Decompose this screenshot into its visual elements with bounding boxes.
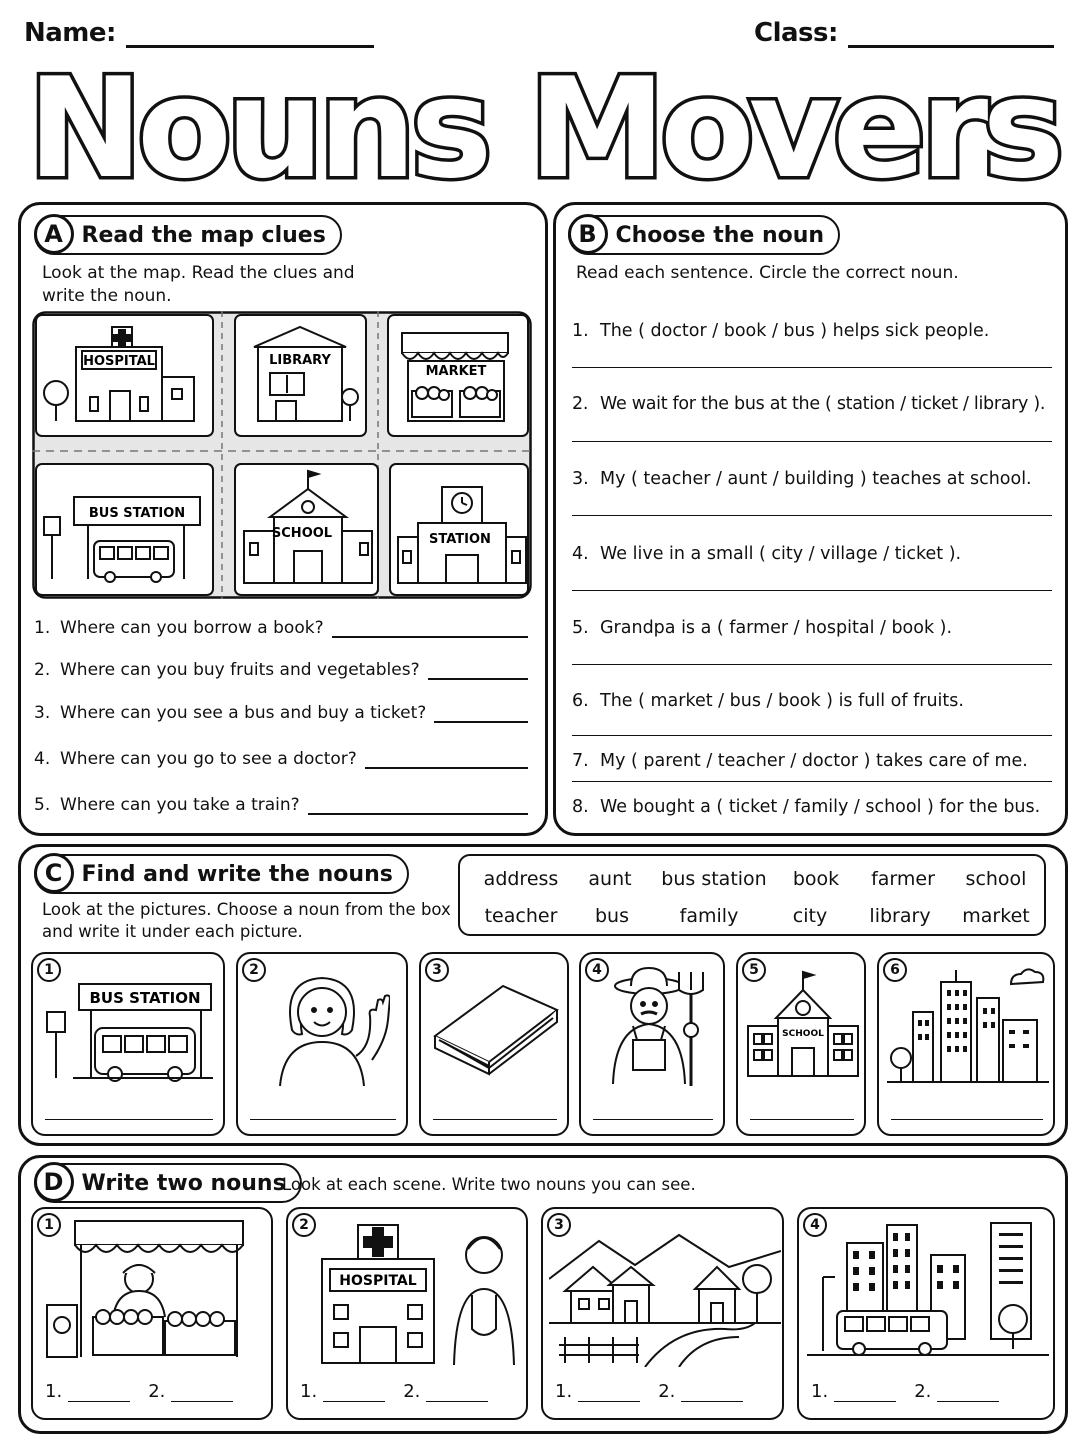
section-a-letter: A [34,214,74,254]
word-box-word: market [962,905,1030,927]
section-d-instructions: Look at each scene. Write two nouns you can see. [282,1175,696,1194]
name-input-line[interactable] [126,20,374,48]
class-field[interactable] [754,18,1054,48]
d-answers-3: 1. 2. [555,1381,743,1402]
section-a-instructions: Look at the map. Read the clues and write the noun. [42,263,355,306]
hospital-doctor-icon [294,1219,524,1367]
section-b-panel [553,202,1068,836]
c-picture-card-4: 4 [579,952,725,1136]
name-label: Name: [24,18,116,48]
b-question-7[interactable]: 7. My ( parent / teacher / doctor ) takes care of me. [572,751,1028,771]
d-scene-card-1: 1 1. 2. [31,1207,273,1420]
b-question-4[interactable]: 4. We live in a small ( city / village / ticket ). [572,544,962,564]
section-d-title: Write two nouns [81,1170,286,1196]
answer-line[interactable] [434,705,528,723]
section-a-title: Read the map clues [81,222,326,248]
word-box-word: address [483,868,559,890]
city-icon [887,964,1049,1084]
a-question-5: 5. Where can you take a train? [34,795,528,815]
map-label-bus-station: BUS STATION [88,506,186,521]
c-picture-card-1: 1 BUS STATION [31,952,225,1136]
picture-label-school: SCHOOL [782,1029,824,1039]
b-question-6[interactable]: 6. The ( market / bus / book ) is full of fruits. [572,691,964,711]
d-scene-card-2: 2 HOSPITAL 1. 2. [286,1207,528,1420]
d-scene-card-4: 4 1. 2. [797,1207,1055,1420]
picture-label-bus-station: BUS STATION [89,989,201,1007]
b-question-1[interactable]: 1. The ( doctor / book / bus ) helps sick people. [572,321,990,341]
answer-line[interactable] [572,515,1052,516]
answer-line[interactable] [433,1119,557,1120]
class-label: Class: [754,18,838,48]
word-box-word: school [965,868,1027,890]
answer-line[interactable] [572,781,1052,782]
c-picture-card-2: 2 [236,952,408,1136]
worksheet-title [0,48,1086,198]
c-picture-card-6: 6 [877,952,1055,1136]
a-question-4: 4. Where can you go to see a doctor? [34,749,528,769]
answer-line[interactable] [593,1119,713,1120]
name-field[interactable] [24,18,374,48]
section-b-letter: B [568,214,608,254]
answer-line[interactable] [45,1119,213,1120]
answer-line[interactable] [250,1119,396,1120]
section-b-header [568,215,840,255]
book-icon [429,980,563,1080]
answer-line[interactable] [750,1119,854,1120]
woman-waving-icon [258,968,390,1086]
scene-label-hospital: HOSPITAL [339,1273,417,1289]
map-label-library: LIBRARY [269,353,331,368]
school-icon [744,968,862,1080]
word-box-word: bus station [661,868,767,890]
answer-line[interactable] [68,1386,130,1402]
word-box-word: family [679,905,739,927]
farmer-icon [595,966,715,1090]
word-box-word: city [792,905,828,927]
answer-line[interactable] [572,735,1052,736]
answer-line[interactable] [171,1386,233,1402]
map-label-market: MARKET [425,364,487,379]
title-text: Nouns Movers [27,48,1059,198]
map-label-station: STATION [429,532,491,547]
map-label-school: SCHOOL [271,526,333,541]
section-b-title: Choose the noun [615,222,825,248]
section-c-instructions: Look at the pictures. Choose a noun from the box and write it under each picture. [42,900,451,941]
word-box-word: teacher [484,905,558,927]
c-picture-card-3: 3 [419,952,569,1136]
answer-line[interactable] [428,662,528,680]
bus-station-icon [43,978,219,1088]
answer-line[interactable] [323,1386,385,1402]
answer-line[interactable] [572,441,1052,442]
d-answers-2: 1. 2. [300,1381,488,1402]
section-d-letter: D [34,1162,74,1202]
word-box-word: farmer [871,868,935,890]
answer-line[interactable] [572,590,1052,591]
section-b-instructions: Read each sentence. Circle the correct noun. [576,263,959,283]
word-box-word: aunt [588,868,632,890]
word-box [458,854,1046,936]
c-picture-card-5: 5 SCHOOL [736,952,866,1136]
answer-line[interactable] [834,1386,896,1402]
section-c-letter: C [34,853,74,893]
b-question-5[interactable]: 5. Grandpa is a ( farmer / hospital / book ). [572,618,953,638]
answer-line[interactable] [572,367,1052,368]
section-d-header [34,1163,302,1203]
answer-line[interactable] [891,1119,1043,1120]
answer-line[interactable] [572,664,1052,665]
section-c-header [34,854,409,894]
word-box-word: bus [594,905,630,927]
a-question-2: 2. Where can you buy fruits and vegetables? [34,660,528,680]
answer-line[interactable] [681,1386,743,1402]
b-question-8[interactable]: 8. We bought a ( ticket / family / school ) for the bus. [572,797,1041,817]
answer-line[interactable] [332,620,528,638]
word-box-word: book [792,868,840,890]
section-a-header [34,215,342,255]
d-answers-4: 1. 2. [811,1381,999,1402]
b-question-3[interactable]: 3. My ( teacher / aunt / building ) teaches at school. [572,469,1032,489]
answer-line[interactable] [937,1386,999,1402]
a-question-1: 1. Where can you borrow a book? [34,618,528,638]
city-bus-icon [807,1215,1049,1365]
answer-line[interactable] [365,751,528,769]
word-box-word: library [869,905,931,927]
class-input-line[interactable] [848,20,1054,48]
answer-line[interactable] [308,797,528,815]
village-icon [549,1217,781,1367]
d-answers-1: 1. 2. [45,1381,233,1402]
b-question-2[interactable]: 2. We wait for the bus at the ( station / ticket / library ). [572,394,1046,414]
section-c-title: Find and write the nouns [81,861,393,887]
answer-line[interactable] [578,1386,640,1402]
market-stall-icon [41,1217,267,1367]
d-scene-card-3: 3 1. 2. [541,1207,784,1420]
answer-line[interactable] [426,1386,488,1402]
town-map [32,311,532,599]
a-question-3: 3. Where can you see a bus and buy a ticket? [34,703,528,723]
map-label-hospital: HOSPITAL [83,354,155,369]
